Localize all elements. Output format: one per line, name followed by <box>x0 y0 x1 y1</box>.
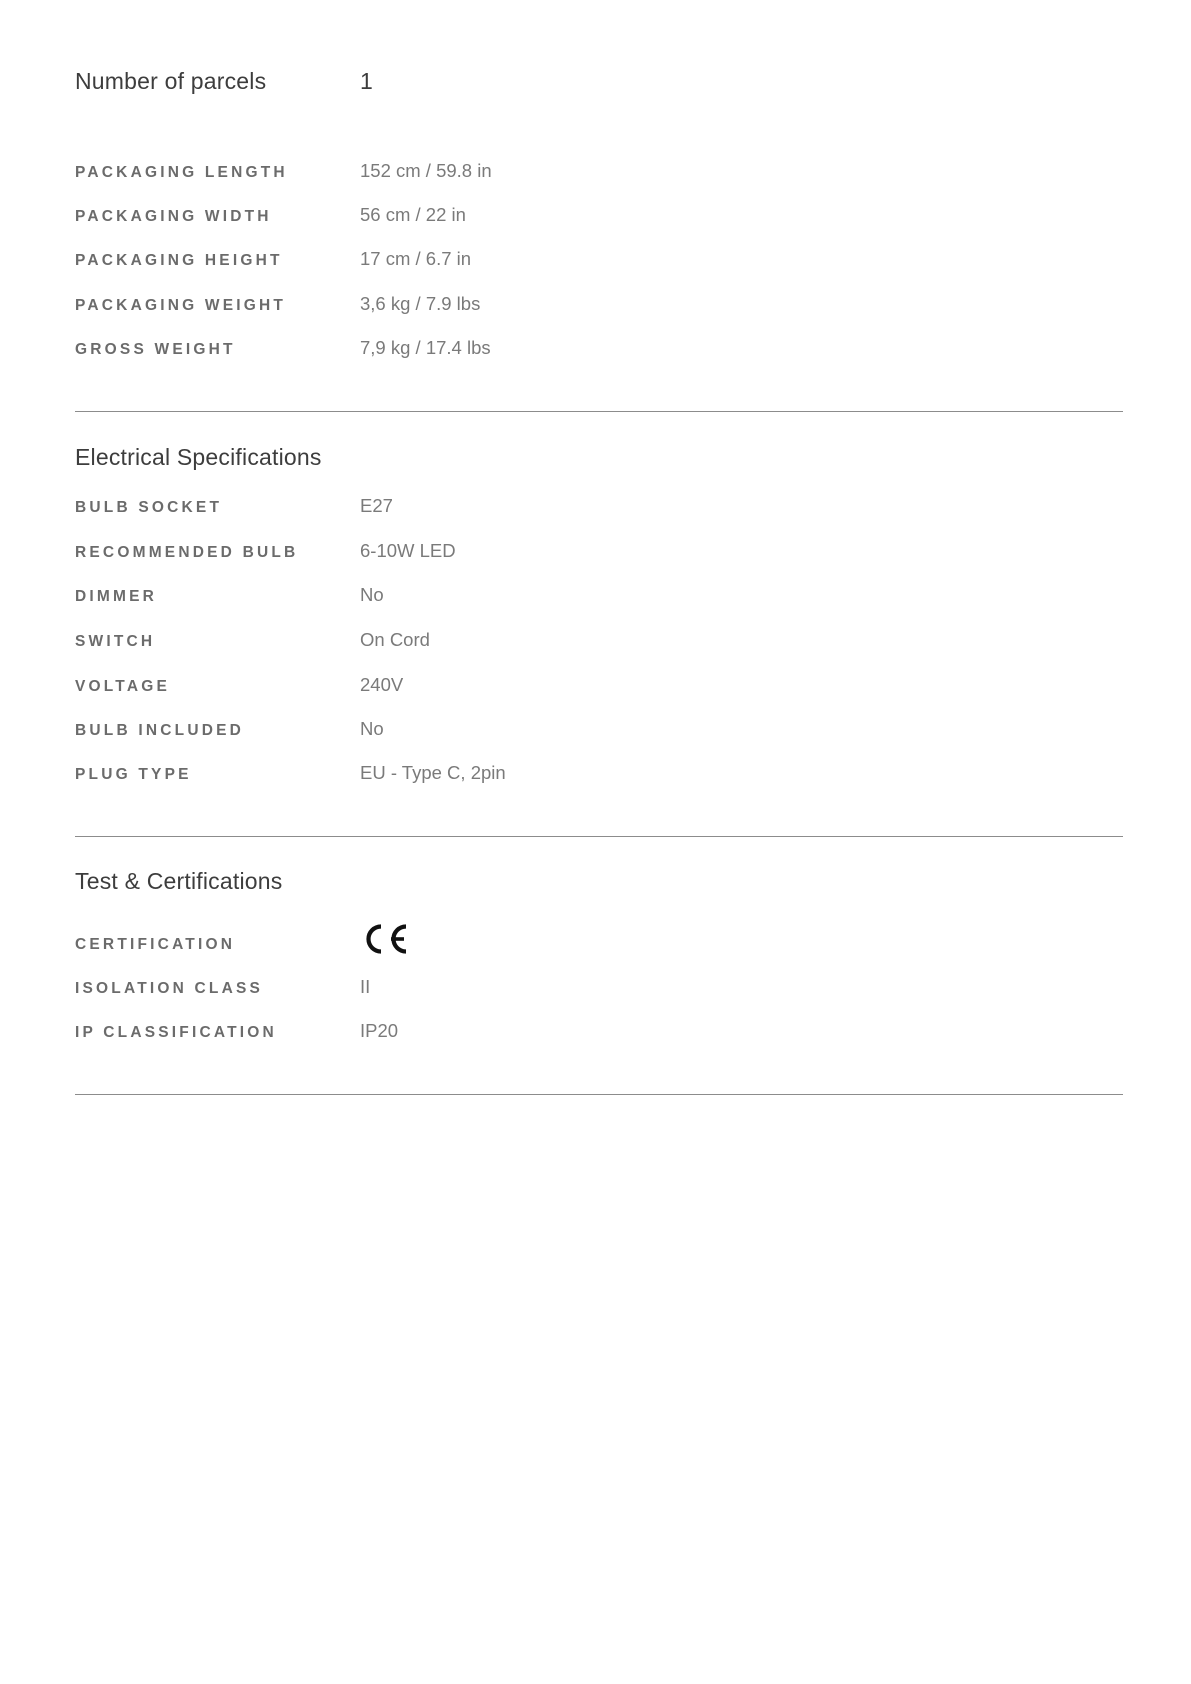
spec-label: ISOLATION CLASS <box>75 980 264 997</box>
section-divider <box>75 836 1123 837</box>
ce-mark-icon <box>360 922 408 956</box>
number-of-parcels-label: Number of parcels <box>75 68 267 94</box>
spec-row-recommended-bulb <box>75 540 1125 566</box>
spec-row-voltage <box>75 674 1125 700</box>
spec-label: VOLTAGE <box>75 678 171 695</box>
spec-label: PACKAGING HEIGHT <box>75 252 283 269</box>
spec-label: CERTIFICATION <box>75 936 236 953</box>
spec-label: PLUG TYPE <box>75 766 192 783</box>
spec-label: SWITCH <box>75 633 156 650</box>
spec-value: EU - Type C, 2pin <box>360 762 506 783</box>
spec-label: BULB INCLUDED <box>75 722 245 739</box>
certifications-section-title: Test & Certifications <box>75 868 283 894</box>
spec-row-ip-classification <box>75 1020 1125 1046</box>
spec-label: PACKAGING LENGTH <box>75 164 288 181</box>
spec-label: BULB SOCKET <box>75 499 223 516</box>
spec-value: 3,6 kg / 7.9 lbs <box>360 293 481 314</box>
electrical-section-title: Electrical Specifications <box>75 444 322 470</box>
spec-row-packaging-weight <box>75 293 1125 319</box>
spec-value: IP20 <box>360 1020 399 1041</box>
spec-row-packaging-length <box>75 160 1125 186</box>
spec-label: PACKAGING WEIGHT <box>75 297 287 314</box>
spec-value: II <box>360 976 371 997</box>
spec-row-dimmer <box>75 584 1125 610</box>
spec-label: GROSS WEIGHT <box>75 341 236 358</box>
spec-row-packaging-width <box>75 204 1125 230</box>
spec-row-gross-weight <box>75 337 1125 363</box>
spec-row-plug-type <box>75 762 1125 788</box>
spec-value: 240V <box>360 674 404 695</box>
spec-label: PACKAGING WIDTH <box>75 208 272 225</box>
section-divider <box>75 1094 1123 1095</box>
spec-row-packaging-height <box>75 248 1125 274</box>
spec-value: 152 cm / 59.8 in <box>360 160 492 181</box>
spec-row-bulb-included <box>75 718 1125 744</box>
section-divider <box>75 411 1123 412</box>
number-of-parcels-row <box>75 68 1125 100</box>
spec-value: 7,9 kg / 17.4 lbs <box>360 337 491 358</box>
spec-label: DIMMER <box>75 588 158 605</box>
spec-row-isolation-class <box>75 976 1125 1002</box>
spec-row-switch <box>75 629 1125 655</box>
spec-value: 17 cm / 6.7 in <box>360 248 472 269</box>
spec-row-bulb-socket <box>75 495 1125 521</box>
spec-row-certification <box>75 932 1125 958</box>
spec-label: RECOMMENDED BULB <box>75 544 299 561</box>
spec-value: No <box>360 718 384 739</box>
spec-value: No <box>360 584 384 605</box>
spec-label: IP CLASSIFICATION <box>75 1024 277 1041</box>
number-of-parcels-value: 1 <box>360 68 373 94</box>
spec-value: E27 <box>360 495 393 516</box>
spec-value: On Cord <box>360 629 430 650</box>
spec-value: 56 cm / 22 in <box>360 204 466 225</box>
spec-value: 6-10W LED <box>360 540 456 561</box>
